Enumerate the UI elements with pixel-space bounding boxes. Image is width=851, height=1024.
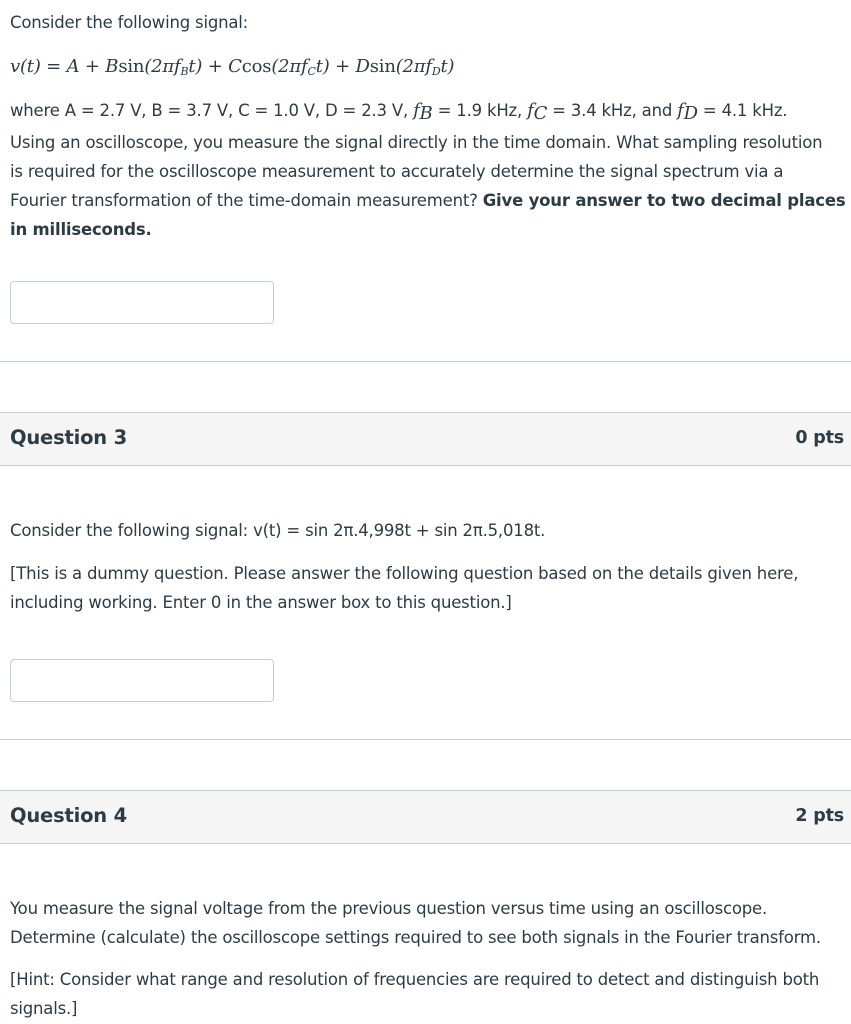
question-2-body [10,8,843,37]
q2-text [10,96,846,244]
question-3-body [10,516,843,545]
question-3-header [0,412,851,466]
q2-line3: Using an oscilloscope, you measure the signal directly in the time domain. What sampling resolution [10,133,823,152]
q4-line2: Determine (calculate) the oscilloscope settings required to see both signals in the Fourier transform. [10,928,821,947]
divider [0,739,851,740]
q3-line3: including working. Enter 0 in the answer box to this question.] [10,593,512,612]
question-3-points: 0 pts [795,428,844,448]
q2-answer-input[interactable] [10,281,274,324]
q2-formula: $v(t) = A + Bsin(2\pi f_Bt) + Ccos(2\pi f_Ct) + Dsin(2\pi f_Dt)$ [10,56,455,78]
question-3-title: Question 3 [10,426,127,449]
question-3-note [10,559,843,617]
q4-line4: signals.] [10,999,78,1018]
question-4-hint [10,965,843,1023]
q2-intro: Consider the following signal: [10,13,249,32]
q3-line1: Consider the following signal: v(t) = sin 2π.4,998t + sin 2π.5,018t. [10,521,546,540]
q4-line1: You measure the signal voltage from the previous question versus time using an oscilloscope. [10,899,768,918]
q3-line2: [This is a dummy question. Please answer the following question based on the details given here, [10,564,799,583]
question-4-title: Question 4 [10,804,127,827]
question-4-points: 2 pts [795,806,844,826]
q2-line4: is required for the oscilloscope measurement to accurately determine the signal spectrum via a [10,162,784,181]
divider [0,361,851,362]
q3-answer-input[interactable] [10,659,274,702]
question-4-header [0,790,851,844]
q2-line6: in milliseconds. [10,220,152,239]
question-4-body [10,894,843,952]
q4-line3: [Hint: Consider what range and resolution of frequencies are required to detect and distinguish both [10,970,820,989]
q2-params: where A = 2.7 V, B = 3.7 V, C = 1.0 V, D = 2.3 V, $f_B = 1.9$ kHz, $f_C = 3.4$ kHz, and $f_D = 4.1$ kHz. [10,100,788,124]
q2-line5: Fourier transformation of the time-domain measurement? Give your answer to two decimal places [10,191,846,210]
